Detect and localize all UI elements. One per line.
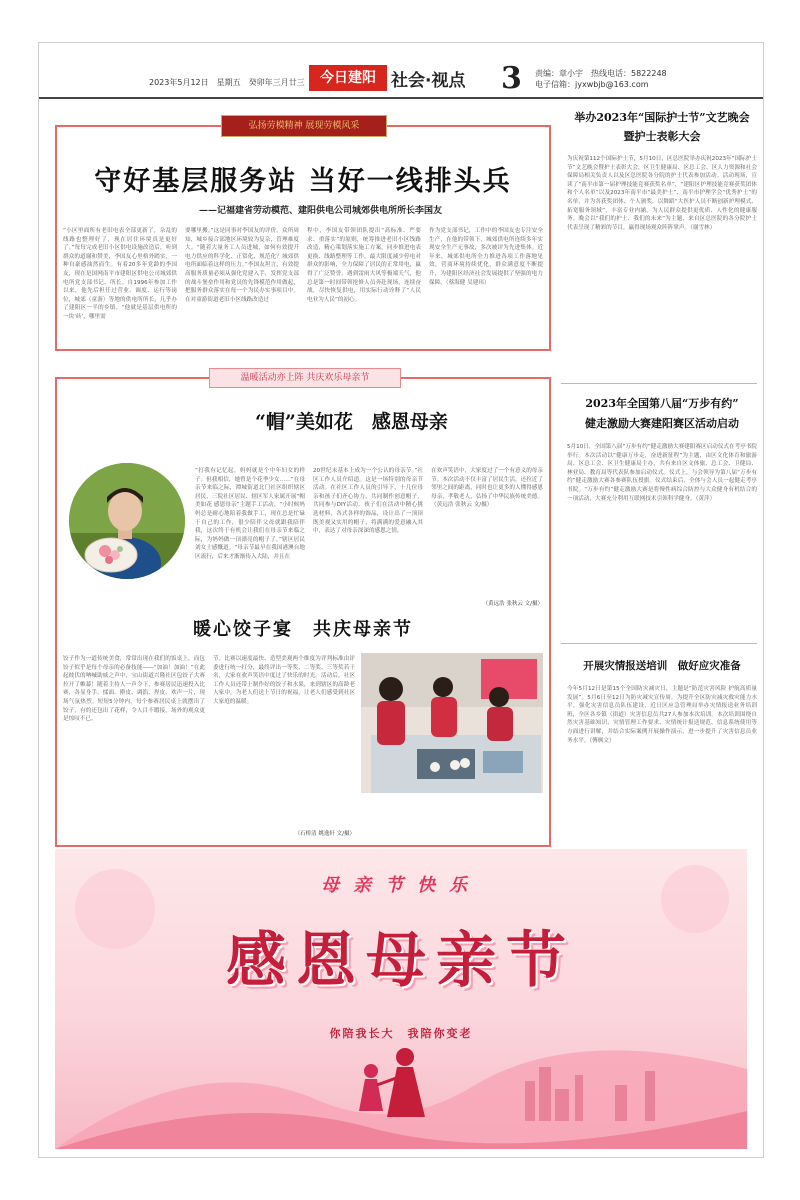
masthead-rule (39, 97, 764, 99)
woman-with-flower-hat-photo (69, 463, 185, 579)
article-dumpling-col2: 节。比赛以速度最快、造型美观两个维度为评判标准由评委进行统一打分，最终评出一等奖、二等奖、三等奖若干名，大家在欢声笑语中度过了快乐的时光。活动后，社区工作人员还带上制作好的饺子和水果，来到辖区的高龄老人家中，为老人们送上节日的祝福，让老人们感受到社区大家庭的温暖。 (213, 656, 355, 705)
article-dumpling-byline: （石桥清 姚逸轩 文/摄） (294, 831, 355, 837)
editor-hotline: 责编：章小宇 热线电话：5822248 (535, 69, 667, 78)
article-labor-model-col3: 程中，李国友带领团队提出“高标准、严要求、重落实”的原则，统筹推进老旧小区线路改造，精心策划落实施工方案，同步推进电表更换、线路整理等工作，最大限度减少停电对群众的影响，全力保障了居民的正常用电，赢得了广泛赞誉。遇到雷雨大风等极端天气，他总是第一时间带领抢修人员奔赴现场，连续奋战，尽快恢复供电，用实际行动诠释了“人民电业为人民”的初心。 (307, 228, 421, 303)
masthead (39, 43, 764, 101)
article-disaster-training (567, 657, 757, 851)
article-disaster-training-body: 今年5月12日是第15个全国防灾减灾日，主题是“防范灾害风险 护航高质量发展”。5月6日至12日为防灾减灾宣传周。为提升全区防灾减灾救灾能力水平，强化灾害信息员队伍建设，近日区应急管理局举办灾情报送业务培训班，全区各乡镇（街道）灾害信息员共27人参加本次培训。本次培训围绕自然灾害基础知识、灾情管理工作要求、灾情统计报送规范、信息系统使用等方面进行讲解，并结合实际案例开展操作演示，进一步提升了灾害信息员业务水平。（傅枫文） (567, 686, 757, 744)
article-nurse-day-title-1: 举办2023年“国际护士节”文艺晚会 (574, 111, 750, 124)
article-hat-col1: “打我有记忆起，妈妈就是个中年妇女的样子。但我相信，她曾是个花季少女……”在母亲节来临之际，潭城街道北门社区组织辖区居民、三院社区居民、辖区军人家属开展“帽美如花 感恩母亲”主题手工活动。“小时候妈妈总是耐心地陪着我做手工，现在总是忙碌于自己的工作，很少陪伴父母就跟我陪伴我，这次终于有机会让我们在母亲节来临之际，为妈妈做一顶漂亮的帽子了。”辖区居民刘女士感慨道。“母亲节最早在我国港澳台地区流行，后来才渐渐传入大陆，并且在 (195, 468, 305, 560)
section-title: 社会·视点 (391, 71, 466, 91)
right-column-divider-2 (561, 643, 757, 644)
right-column-divider-1 (561, 383, 757, 384)
article-hat-col3: 在欢声笑语中，大家度过了一个有意义的母亲节。本次活动不仅丰富了居民生活，还拉近了邻里之间的距离，同时也让更多的人懂得感恩母亲，孝敬老人，弘扬了中华民族传统美德。（黄远浩 张秋云 文/摄） (431, 468, 543, 509)
newspaper-logo: 今日建阳 (309, 65, 387, 91)
article-nurse-day-body: 为庆祝第112个国际护士节，5月10日，区总医院举办庆祝2023年“国际护士节”文艺晚会暨护士表彰大会，区卫生健康局、区总工会、区人力资源和社会保障局相关负责人以及区总医院各分院的护士代表参加活动。活动现场，宣读了“南平市第一届护理技能竞赛获奖名单”，“建阳区护理技能竞赛获奖团体和个人名单”以及2023年南平市“最美护士”、南平市护理学会“优秀护士”的名单，并为各获奖团体、个人颁奖。以舞蹈“大医护人员不断创新护理模式、拓宽服务领域”，丰富专业内涵，为人民群众提供更优质、人性化的健康服务。晚会以“我们的护士、我们的未来”为主题，来自区总医院的各分院护士代表呈现了精彩的节目，赢得现场观众阵阵掌声。（谢雪林） (567, 156, 757, 231)
article-labor-model-col4: 作为党支部书记，工作中的李国友也专注安全生产，在他的带领下，城郊供电所连续多年实现安全生产无事故，多次被评为先进集体。近年来，城郊供电所全力推进各项工作落地见效，营商环境持续优化，群众满意度不断提升，为建阳区经济社会发展提供了坚强的电力保障。（蔡海健 吴建玮） (429, 228, 543, 286)
article-walking-contest-title-1: 2023年全国第八届“万步有约” (585, 397, 739, 410)
issue-date: 2023年5月12日 星期五 癸卯年三月廿三 (149, 78, 305, 87)
article-walking-contest-title-2: 健走激励大赛建阳赛区活动启动 (585, 417, 739, 430)
page-number: 3 (501, 61, 522, 96)
editor-info (535, 68, 667, 90)
article-hat-byline: （黄远浩 张秋云 文/摄） (482, 601, 543, 607)
article-disaster-training-title: 开展灾情报送培训 做好应灾准备 (583, 660, 741, 672)
article-dumpling-col1: 饺子作为一道传统美食，常常出现在我们的饭桌上，而包饺子似乎是每个母亲的必备技能——“加油！加油！”在此起彼伏的呐喊助威之声中，宝山街道兴隆社区包饺子大赛拉开了帷幕！随着主持人一声令下，参赛居民迅速投入比赛，各显身手，揉面、擀皮、调馅、捏皮，欢声一片，现场气氛热烈。短短5分钟内，每个参赛居民桌上就摆出了饺子，有的还包出了花样，令人目不暇接，场外的观众更是惊叹不已。 (63, 656, 205, 723)
article-dumpling-headline: 暖心饺子宴 共庆母亲节 (193, 619, 413, 640)
article-labor-model-banner: 弘扬劳模精神 展现劳模风采 (221, 115, 387, 137)
mothers-day-poster (55, 849, 747, 1149)
article-labor-model-col2: 要哪里搬。”这是同事对李国友的评价。众所周知，城乡接合部地区环境较为复杂，管理难度大。“随着大量务工人员进城，如何有效提升电力供应的科学化、正常化、规范化？城郊供电所面临着这样的压力。”李国友坦言，有效提高服务质量必须从强化党建入手，发挥党支部的战斗堡垒作用和党员的先锋模范作用做起，把服务群众落实在每一个为民办实事项目中。在对童游街道老旧小区线路改造过 (185, 228, 299, 303)
article-nurse-day-title-2: 暨护士表彰大会 (623, 130, 701, 143)
poster-slogan: 你陪我长大 我陪你变老 (329, 1027, 473, 1040)
article-hat-col2: 20世纪末基本上成为一个公认的母亲节。”社区工作人员介绍道。这是一场特别的母亲节活动。在社区工作人员的引导下，十几位母亲和孩子们齐心协力，共同制作创意帽子，共同参与DIY活动。孩子们在活动中精心挑选材料，各式各样的饰品，设计出了一顶顶既美观又实用的帽子，将满满的爱意融入其中，表达了对母亲深深的感恩之情。 (313, 468, 423, 535)
newspaper-page (38, 42, 764, 1158)
article-nurse-day (567, 109, 757, 413)
article-labor-model-col1: “小区里面所有老旧电表全部更新了，杂乱的线路也整理好了，现在居住环境真是更好了。”每每完成老旧小区供电设施改造后，听到群众的道谢和赞美，李国友心里格外踏实，一种自豪感油然而生。有着20多年党龄的李国友，现在是国网南平市建阳区供电公司城郊供电所党支部书记、所长。自1996年参加工作以来，他先后担任过营业、调度、运行等岗位，城郊（童游）等地的供电所所长，几乎办了建阳区一半的乡镇。“他就是基层供电所的一块‘砖’，哪里需 (63, 228, 177, 320)
article-hat-headline: “帽”美如花 感恩母亲 (255, 411, 448, 433)
article-walking-contest (567, 395, 757, 629)
article-mothers-day-banner: 温暖活动亦上阵 共庆欢乐母亲节 (209, 368, 401, 388)
poster-main-text: 感恩母亲节 (226, 926, 576, 996)
dumpling-making-photo (361, 653, 543, 793)
article-labor-model-subtitle: ——记福建省劳动模范、建阳供电公司城郊供电所所长李国友 (199, 206, 443, 216)
article-labor-model-headline: 守好基层服务站 当好一线排头兵 (94, 166, 512, 197)
editor-email: 电子信箱：jyxwbjb@163.com (535, 80, 649, 89)
poster-greeting: 母亲节快乐 (321, 875, 481, 896)
article-walking-contest-body: 5月10日，全国第八届“万步有约”健走激励大赛建阳赛区启动仪式在考亭书院举行。本次活动以“健康万步走，奋进新征程”为主题，由区文化体育和旅游局、区总工会、区卫生健康局主办，共有来自区文体旅、总工会、卫健局、林业局、教育局等代表队参加启动仪式。仪式上，与会领导为第八届“万步有约”健走激励大赛各参赛队伍授旗。仪式结束后，全体与会人员一起健走考亭书院。“万步有约”健走激励大赛是将慢性病综合防控与大众健身有机结合的一项活动，大赛充分利用互联网技术引领科学健身。（黄萍） (567, 444, 757, 502)
